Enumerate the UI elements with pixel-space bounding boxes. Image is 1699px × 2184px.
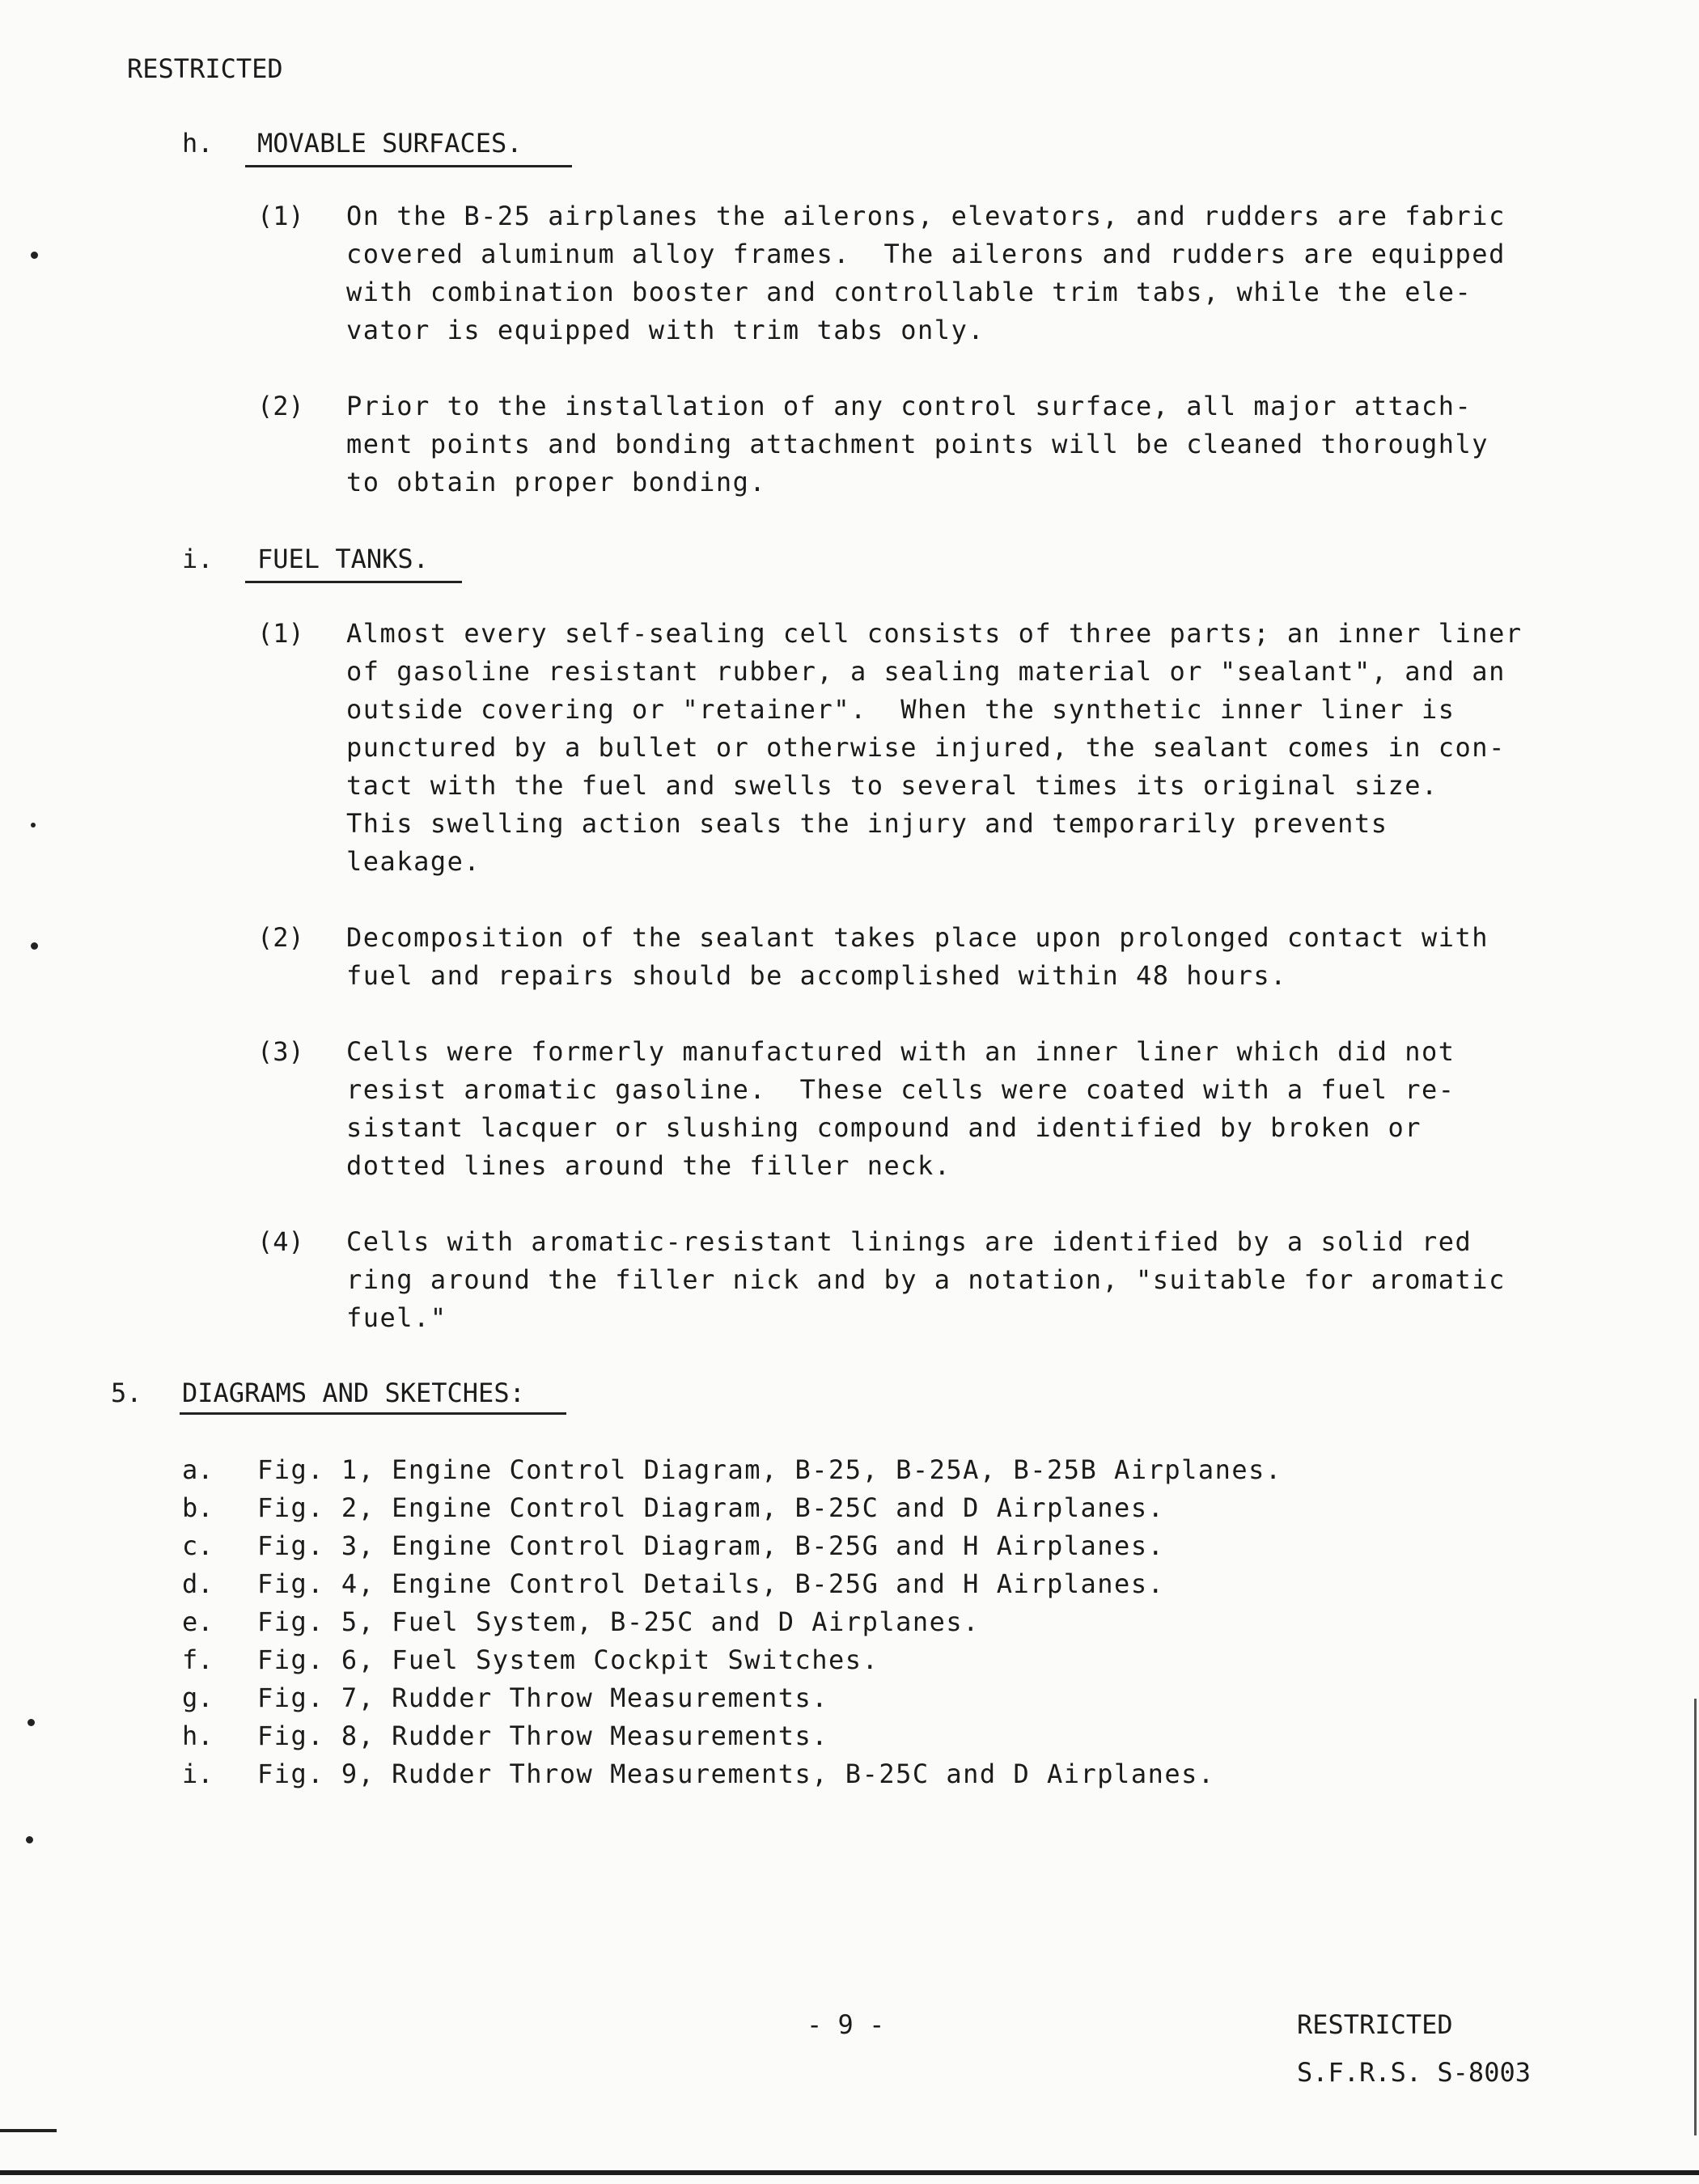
bottom-scan-edge xyxy=(0,2170,1699,2175)
section-i-item-2-line: Decomposition of the sealant takes place upon prolonged contact with xyxy=(346,922,1489,953)
figure-entry: Fig. 8, Rudder Throw Measurements. xyxy=(257,1721,829,1751)
binder-hole-mark xyxy=(31,252,38,259)
section-h-title: MOVABLE SURFACES. xyxy=(257,128,523,159)
section-h-item-2-line: Prior to the installation of any control surface, all major attach- xyxy=(346,391,1472,421)
section-h-item-2-line: ment points and bonding attachment points will be cleaned thoroughly xyxy=(346,429,1489,459)
section-i-item-3-line: sistant lacquer or slushing compound and identified by broken or xyxy=(346,1112,1421,1143)
figure-entry: Fig. 2, Engine Control Diagram, B-25C and D Airplanes. xyxy=(257,1492,1165,1523)
binder-hole-mark xyxy=(31,823,36,827)
section-i-title: FUEL TANKS. xyxy=(257,544,429,574)
section-h-item-2-number: (2) xyxy=(257,391,304,421)
section-5-number: 5. xyxy=(111,1378,142,1408)
section-5-title-text: DIAGRAMS AND SKETCHES xyxy=(182,1378,510,1408)
section-h-item-1-line: covered aluminum alloy frames. The ailerons and rudders are equipped xyxy=(346,239,1506,269)
figure-entry: Fig. 9, Rudder Throw Measurements, B-25C and D Airplanes. xyxy=(257,1759,1215,1789)
section-h-item-1-line: vator is equipped with trim tabs only. xyxy=(346,315,985,345)
footer-classification: RESTRICTED xyxy=(1297,2009,1453,2040)
figure-letter: f. xyxy=(182,1644,214,1675)
margin-mark xyxy=(0,2129,57,2132)
figure-letter: g. xyxy=(182,1682,214,1713)
binder-hole-mark xyxy=(31,942,38,950)
figure-entry: Fig. 5, Fuel System, B-25C and D Airplanes. xyxy=(257,1606,980,1637)
section-i-item-1-line: tact with the fuel and swells to several times its original size. xyxy=(346,770,1438,801)
figure-entry: Fig. 4, Engine Control Details, B-25G and H Airplanes. xyxy=(257,1568,1165,1599)
figure-letter: a. xyxy=(182,1454,214,1485)
section-i-item-1-line: This swelling action seals the injury and temporarily prevents xyxy=(346,808,1388,839)
section-h-item-1-line: On the B-25 airplanes the ailerons, elevators, and rudders are fabric xyxy=(346,201,1506,231)
page-edge-shadow xyxy=(1694,1699,1697,2135)
figure-letter: i. xyxy=(182,1759,214,1789)
section-i-letter: i. xyxy=(182,544,214,574)
figure-letter: b. xyxy=(182,1492,214,1523)
section-i-item-4-line: Cells with aromatic-resistant linings are identified by a solid red xyxy=(346,1226,1472,1257)
figure-entry: Fig. 7, Rudder Throw Measurements. xyxy=(257,1682,829,1713)
section-i-item-3-number: (3) xyxy=(257,1036,304,1067)
section-h-item-1-line: with combination booster and controllable trim tabs, while the ele- xyxy=(346,277,1472,307)
section-i-item-1-line: outside covering or "retainer". When the synthetic inner liner is xyxy=(346,694,1455,725)
section-h-title-underline xyxy=(245,165,572,167)
figure-entry: Fig. 3, Engine Control Diagram, B-25G and H Airplanes. xyxy=(257,1530,1165,1561)
section-i-item-4-line: ring around the filler nick and by a notation, "suitable for aromatic xyxy=(346,1264,1506,1295)
section-i-item-4-line: fuel." xyxy=(346,1302,447,1333)
figure-entry: Fig. 1, Engine Control Diagram, B-25, B-25A, B-25B Airplanes. xyxy=(257,1454,1282,1485)
section-i-item-3-line: Cells were formerly manufactured with an inner liner which did not xyxy=(346,1036,1455,1067)
section-5-title-underline xyxy=(180,1412,566,1415)
section-i-item-1-line: of gasoline resistant rubber, a sealing material or "sealant", and an xyxy=(346,656,1506,687)
section-h-letter: h. xyxy=(182,128,214,159)
figure-letter: e. xyxy=(182,1606,214,1637)
section-5-title-colon: : xyxy=(509,1378,525,1408)
section-5-title xyxy=(182,1378,525,1408)
section-i-item-1-line: punctured by a bullet or otherwise injured, the sealant comes in con- xyxy=(346,732,1506,763)
header-classification: RESTRICTED xyxy=(127,53,283,84)
binder-hole-mark xyxy=(26,1836,33,1843)
section-i-item-3-line: resist aromatic gasoline. These cells were coated with a fuel re- xyxy=(346,1074,1455,1105)
section-i-title-underline xyxy=(245,581,462,583)
section-h-item-2-line: to obtain proper bonding. xyxy=(346,467,767,497)
figure-letter: c. xyxy=(182,1530,214,1561)
section-h-item-1-number: (1) xyxy=(257,201,304,231)
section-i-item-4-number: (4) xyxy=(257,1226,304,1257)
binder-hole-mark xyxy=(28,1719,35,1726)
page-number: - 9 - xyxy=(807,2009,885,2040)
document-id: S.F.R.S. S-8003 xyxy=(1297,2057,1531,2088)
figure-letter: h. xyxy=(182,1721,214,1751)
section-i-item-3-line: dotted lines around the filler neck. xyxy=(346,1150,951,1181)
section-i-item-1-number: (1) xyxy=(257,618,304,649)
section-i-item-1-line: leakage. xyxy=(346,846,481,877)
section-i-item-1-line: Almost every self-sealing cell consists of three parts; an inner liner xyxy=(346,618,1523,649)
section-i-item-2-number: (2) xyxy=(257,922,304,953)
section-i-item-2-line: fuel and repairs should be accomplished within 48 hours. xyxy=(346,960,1287,991)
figure-entry: Fig. 6, Fuel System Cockpit Switches. xyxy=(257,1644,879,1675)
figure-letter: d. xyxy=(182,1568,214,1599)
